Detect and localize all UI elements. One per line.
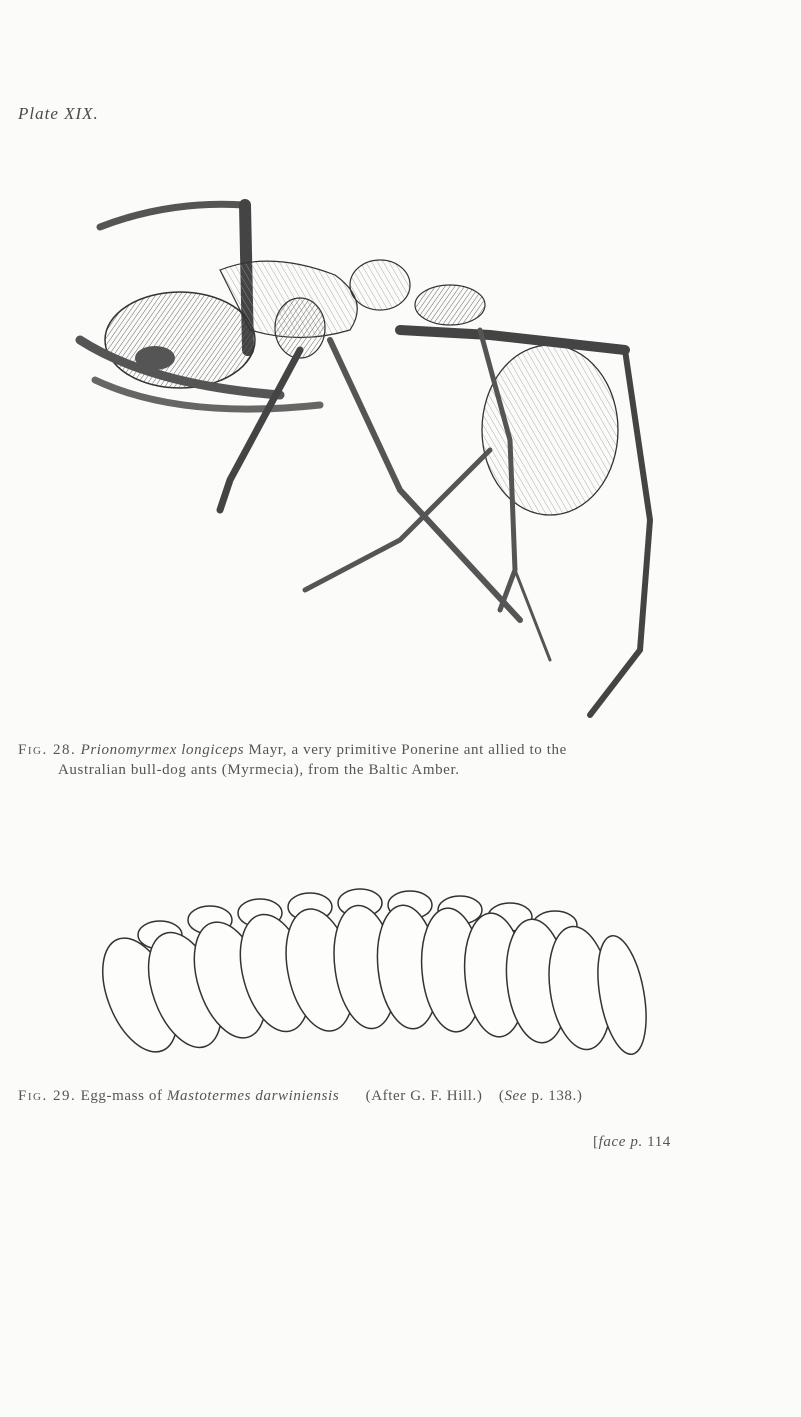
figure-29-see-page: p. 138.) (531, 1088, 583, 1104)
figure-28-number: Fig. 28. (18, 742, 77, 758)
figure-28-caption (18, 740, 788, 780)
face-page-note (593, 1134, 671, 1151)
figure-29-number: Fig. 29. (18, 1088, 77, 1104)
egg-mass-illustration (100, 885, 655, 1065)
figure-29-prefix: Egg-mass of (80, 1088, 163, 1104)
face-page-bracket: [ (593, 1134, 599, 1150)
figure-28-author: Mayr, (248, 742, 288, 758)
figure-28-text-line2: Australian bull-dog ants (Myrmecia), from the Baltic Amber. (58, 762, 460, 778)
face-page-number: 114 (647, 1134, 671, 1150)
plate-label: Plate XIX. (18, 104, 99, 123)
figure-29-caption (18, 1086, 788, 1106)
figure-29-see-open: ( (498, 1088, 505, 1104)
figure-29-see: See (504, 1088, 528, 1104)
ant-illustration (70, 180, 670, 725)
figure-29-after: (After G. F. Hill.) (365, 1088, 483, 1104)
face-page-label: face p. (598, 1134, 643, 1150)
figure-28-text-line1: a very primitive Ponerine ant allied to the (291, 742, 567, 758)
figure-29-species: Mastotermes darwiniensis (166, 1088, 340, 1104)
figure-28-species: Prionomyrmex longiceps (80, 742, 245, 758)
